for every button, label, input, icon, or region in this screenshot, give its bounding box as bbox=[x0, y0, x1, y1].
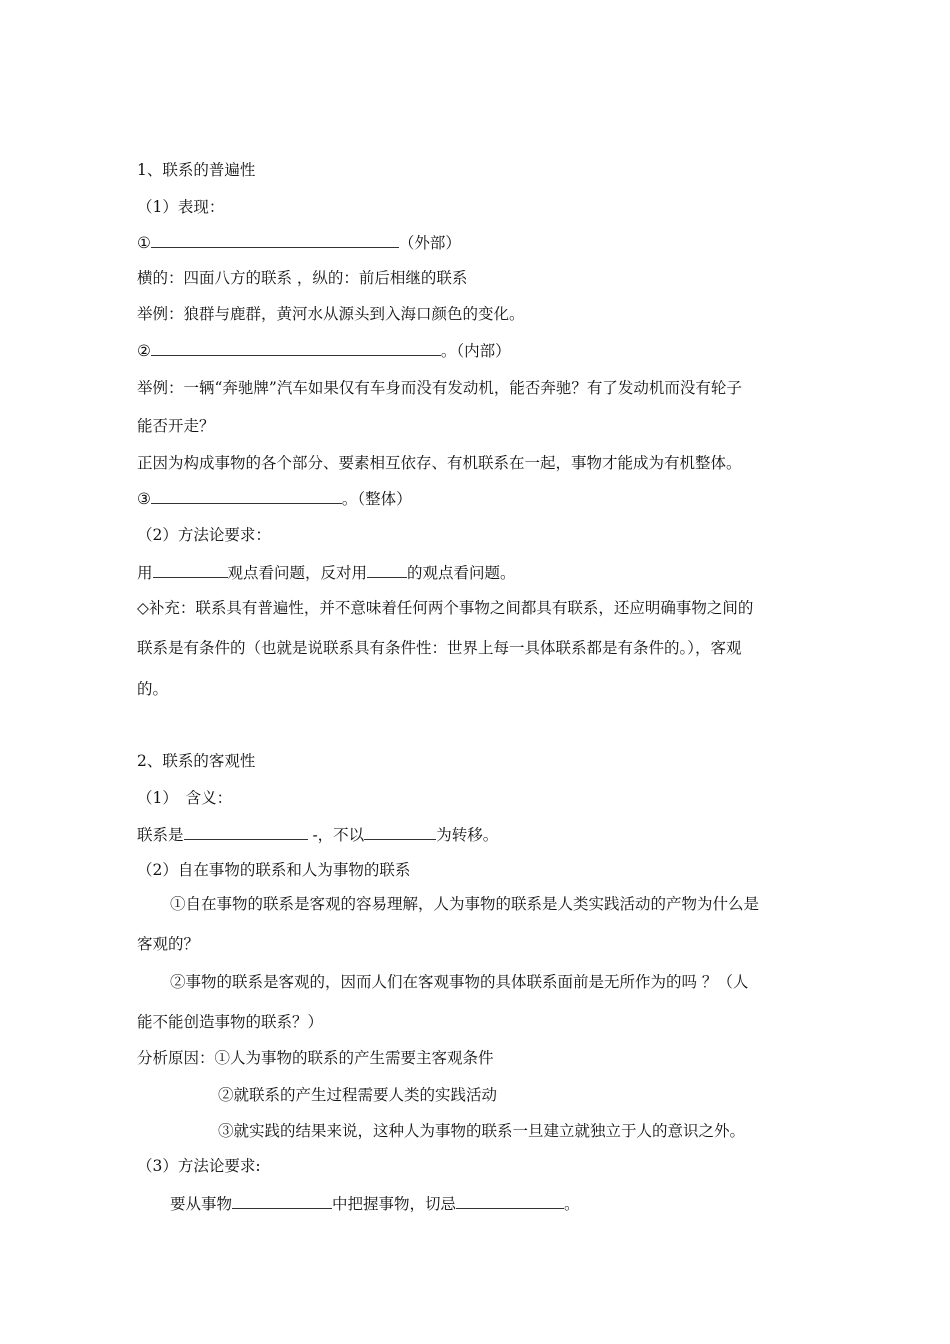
example-1-text: 举例：狼群与鹿群，黄河水从源头到入海口颜色的变化。 bbox=[137, 305, 525, 323]
section-2-part-1-label: （1） 含义： bbox=[137, 789, 233, 807]
section-1-part-2-label: （2）方法论要求： bbox=[137, 526, 271, 544]
answer-blank-6[interactable] bbox=[184, 824, 308, 840]
method-text-b: 观点看问题，反对用 bbox=[227, 564, 368, 582]
method-line bbox=[137, 562, 516, 583]
section-1-part-1-label: （1）表现： bbox=[137, 198, 225, 216]
item-2-suffix: 。（内部） bbox=[440, 342, 511, 360]
fill-in-line-1 bbox=[137, 232, 461, 253]
item-3-marker: ③ bbox=[137, 490, 151, 508]
analysis-line-1 bbox=[137, 1048, 494, 1068]
requirement-line bbox=[170, 1193, 580, 1214]
item-2-marker: ② bbox=[137, 342, 151, 360]
answer-blank-3[interactable] bbox=[151, 488, 342, 504]
item-1-marker: ① bbox=[137, 234, 151, 252]
supplement-line-1: ◇补充：联系具有普遍性，并不意味着任何两个事物之间都具有联系，还应明确事物之间的 bbox=[137, 599, 754, 617]
fill-in-line-3 bbox=[137, 488, 412, 509]
question-2-line-1: ②事物的联系是客观的，因而人们在客观事物的具体联系面前是无所作为的吗 ？（人 bbox=[170, 973, 749, 991]
answer-blank-7[interactable] bbox=[364, 824, 436, 840]
requirement-text-c: 。 bbox=[564, 1195, 580, 1213]
answer-blank-5[interactable] bbox=[367, 562, 407, 578]
section-2-heading: 2、联系的客观性 bbox=[137, 752, 256, 770]
definition-line bbox=[137, 824, 498, 845]
method-text-a: 用 bbox=[137, 564, 153, 582]
example-2-line-1: 举例：一辆“奔驰牌”汽车如果仅有车身而没有发动机，能否奔驰？有了发动机而没有轮子 bbox=[137, 379, 742, 397]
item-1-suffix: （外部） bbox=[398, 234, 461, 252]
item-3-suffix: 。（整体） bbox=[341, 490, 412, 508]
method-text-c: 的观点看问题。 bbox=[407, 564, 516, 582]
question-1-line-1: ①自在事物的联系是客观的容易理解，人为事物的联系是人类实践活动的产物为什么是 bbox=[170, 895, 760, 913]
section-2-part-2-label: （2）自在事物的联系和人为事物的联系 bbox=[137, 861, 411, 879]
requirement-text-b: 中把握事物，切忌 bbox=[332, 1195, 457, 1213]
example-2-line-2: 能否开走？ bbox=[137, 417, 215, 435]
fill-in-line-2 bbox=[137, 340, 511, 361]
reason-3: ③就实践的结果来说，这种人为事物的联系一旦建立就独立于人的意识之外。 bbox=[218, 1122, 746, 1140]
section-2-part-3-label: （3）方法论要求: bbox=[137, 1157, 261, 1175]
supplement-line-3: 的。 bbox=[137, 680, 169, 698]
answer-blank-8[interactable] bbox=[232, 1193, 332, 1209]
answer-blank-2[interactable] bbox=[151, 340, 441, 356]
analysis-label: 分析原因： bbox=[137, 1049, 215, 1067]
answer-blank-1[interactable] bbox=[151, 232, 399, 248]
definition-text-b: -，不以 bbox=[307, 826, 365, 844]
definition-text-c: 为转移。 bbox=[436, 826, 499, 844]
answer-blank-4[interactable] bbox=[153, 562, 228, 578]
question-2-line-2: 能不能创造事物的联系？） bbox=[137, 1013, 324, 1031]
supplement-line-2: 联系是有条件的（也就是说联系具有条件性：世界上每一具体联系都是有条件的。），客观 bbox=[137, 639, 742, 657]
horizontal-vertical-text: 横的：四面八方的联系 ，纵的：前后相继的联系 bbox=[137, 269, 468, 287]
definition-text-a: 联系是 bbox=[137, 826, 184, 844]
question-1-line-2: 客观的？ bbox=[137, 935, 200, 953]
section-1-heading: 1、联系的普遍性 bbox=[137, 161, 256, 179]
requirement-text-a: 要从事物 bbox=[170, 1195, 233, 1213]
reason-2: ②就联系的产生过程需要人类的实践活动 bbox=[218, 1086, 498, 1104]
because-text: 正因为构成事物的各个部分、要素相互依存、有机联系在一起，事物才能成为有机整体。 bbox=[137, 454, 742, 472]
answer-blank-9[interactable] bbox=[456, 1193, 564, 1209]
reason-1: ①人为事物的联系的产生需要主客观条件 bbox=[214, 1049, 494, 1067]
